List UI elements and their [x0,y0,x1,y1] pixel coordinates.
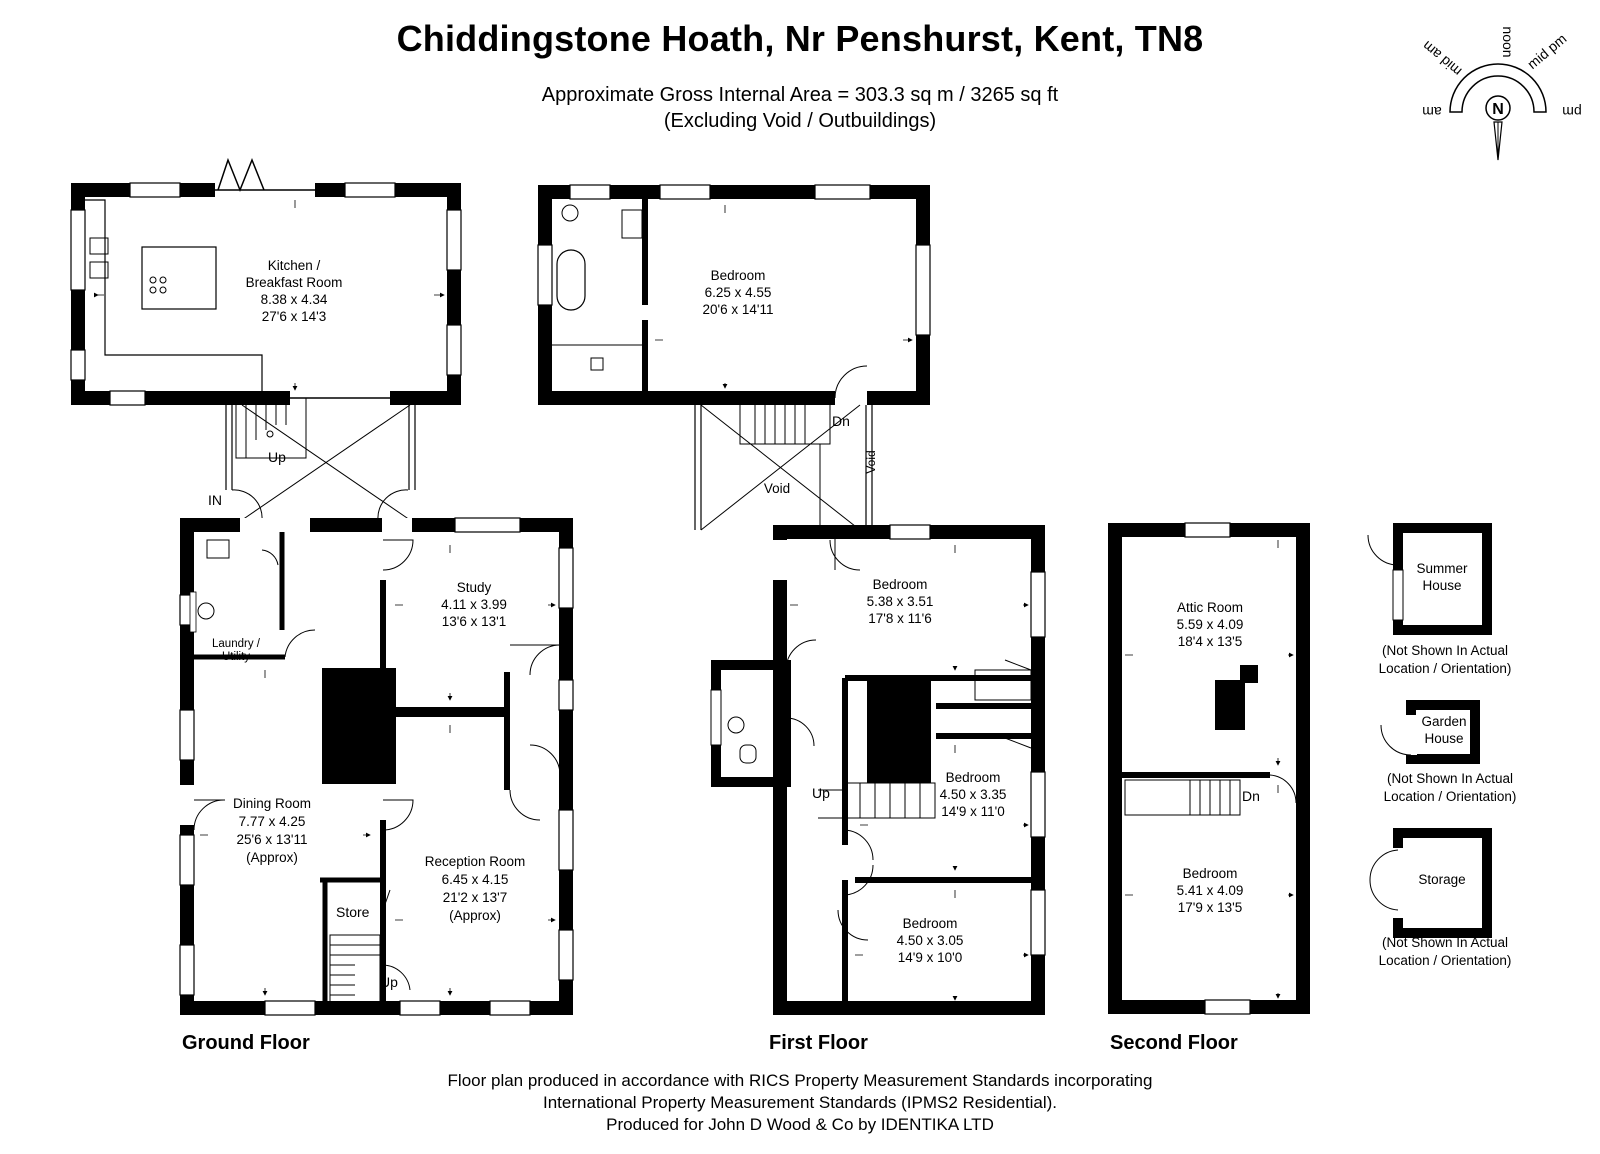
attic-size-metric: 5.59 x 4.09 [1176,617,1244,632]
void-label: Void [763,481,791,496]
reception-label: Reception Room [424,854,526,869]
compass-mid-pm: mid pm [1524,30,1570,73]
void-side-label: Void [864,450,878,474]
second-floor-label: Second Floor [1110,1032,1238,1054]
garden-house-label-2: House [1424,731,1464,746]
compass-mid-am: mid am [1419,37,1465,80]
dining-size-metric: 7.77 x 4.25 [238,814,306,829]
compass-rose [1419,26,1582,160]
bedroom-b-label: Bedroom [945,770,1001,785]
second-bedroom-size-metric: 5.41 x 4.09 [1176,883,1244,898]
storage-note-2: Location / Orientation) [1378,953,1512,968]
area-exclusion-note: (Excluding Void / Outbuildings) [663,110,937,132]
bedroom-a-size-metric: 5.38 x 3.51 [866,594,934,609]
entrance-label: IN [208,492,222,508]
compass-pm: pm [1562,104,1582,120]
store-stair-up-label: Up [380,974,398,990]
attic-size-imperial: 18'4 x 13'5 [1177,634,1243,649]
compass-north: N [1492,101,1504,118]
first-floor-label: First Floor [769,1032,868,1054]
storage-note: (Not Shown In Actual [1381,935,1509,950]
kitchen-label-2: Breakfast Room [245,275,343,290]
plan-title: Chiddingstone Hoath, Nr Penshurst, Kent, TN8 [396,18,1204,59]
bedroom-b-size-imperial: 14'9 x 11'0 [941,804,1005,819]
second-floor-room-labels [1177,600,1260,915]
bedroom-top-size-metric: 6.25 x 4.55 [704,285,772,300]
footer-line-2: International Property Measurement Standards (IPMS2 Residential). [542,1093,1058,1112]
second-bedroom-label: Bedroom [1182,866,1238,881]
stair-up-label: Up [268,449,286,465]
study-label: Study [456,580,492,595]
kitchen-size-metric: 8.38 x 4.34 [260,292,328,307]
first-floor-plan [538,185,1045,1008]
kitchen-size-imperial: 27'6 x 14'3 [261,309,327,324]
reception-approx: (Approx) [449,908,501,923]
second-bedroom-size-imperial: 17'9 x 13'5 [1177,900,1243,915]
footer-line-1: Floor plan produced in accordance with RICS Property Measurement Standards incorporating [447,1071,1153,1090]
first-floor-room-labels [703,268,1007,965]
bedroom-c-size-imperial: 14'9 x 10'0 [897,950,963,965]
storage-label: Storage [1418,872,1466,887]
laundry-label: Laundry / [212,638,260,650]
footer-line-3: Produced for John D Wood & Co by IDENTIKA LTD [606,1115,994,1134]
dining-approx: (Approx) [246,850,298,865]
second-floor-dn-label: Dn [1242,788,1260,804]
compass-noon: noon [1500,26,1516,58]
study-size-metric: 4.11 x 3.99 [441,597,507,612]
garden-house-note: (Not Shown In Actual [1386,771,1514,786]
reception-size-imperial: 21'2 x 13'7 [442,890,508,905]
bedroom-a-size-imperial: 17'8 x 11'6 [868,611,932,626]
laundry-label-2: Utility [221,651,251,663]
second-floor-plan [1115,523,1303,1014]
gross-area-text: Approximate Gross Internal Area = 303.3 sq m / 3265 sq ft [541,84,1059,106]
garden-house-label: Garden [1421,714,1467,729]
garden-house-note-2: Location / Orientation) [1383,789,1517,804]
bedroom-c-label: Bedroom [902,916,958,931]
first-floor-dn-label: Dn [832,413,850,429]
ground-floor-label: Ground Floor [182,1032,310,1054]
attic-label: Attic Room [1176,600,1244,615]
bedroom-a-label: Bedroom [872,577,928,592]
summer-house-label: Summer [1416,561,1468,576]
summer-house-label-2: House [1422,578,1462,593]
store-label: Store [336,904,370,920]
compass-am: am [1422,104,1442,120]
reception-size-metric: 6.45 x 4.15 [441,872,509,887]
bedroom-top-label: Bedroom [710,268,766,283]
dining-label: Dining Room [232,796,312,811]
kitchen-label: Kitchen / [267,258,321,273]
bedroom-top-size-imperial: 20'6 x 14'11 [702,302,774,317]
bedroom-c-size-metric: 4.50 x 3.05 [896,933,964,948]
first-floor-up-label: Up [812,785,830,801]
summer-house-note: (Not Shown In Actual [1381,643,1509,658]
study-size-imperial: 13'6 x 13'1 [441,614,507,629]
summer-house-note-2: Location / Orientation) [1378,661,1512,676]
bedroom-b-size-metric: 4.50 x 3.35 [939,787,1007,802]
dining-size-imperial: 25'6 x 13'11 [236,832,308,847]
